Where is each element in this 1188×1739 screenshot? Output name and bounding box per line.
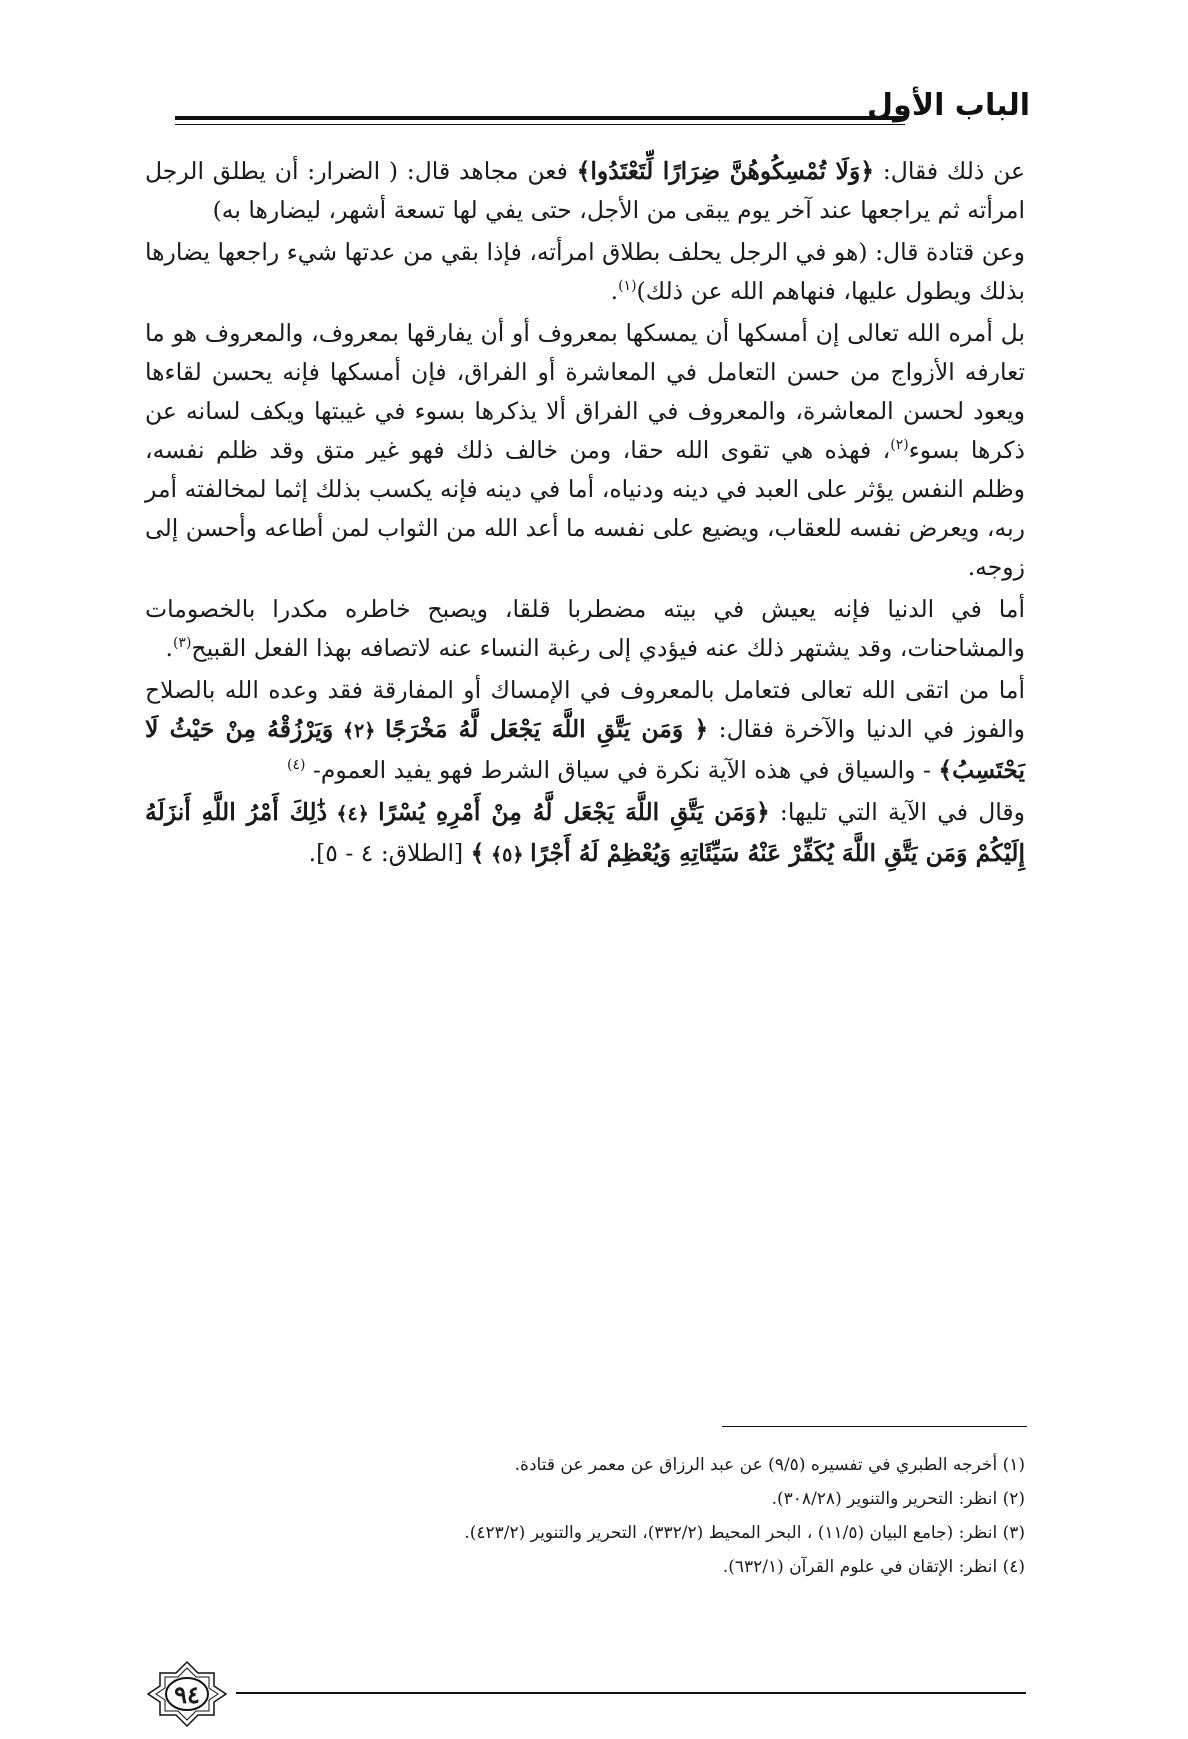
footnote-1: (١) أخرجه الطبري في تفسيره (٩/٥) عن عبد الرزاق عن معمر عن قتادة. [514, 1455, 1025, 1475]
text: وعن قتادة قال: (هو في الرجل يحلف بطلاق امرأته، فإذا بقي من عدتها شيء راجعها يضارها بذلك ويطول عليها، فنهاهم الله عن ذلك) [145, 238, 1025, 305]
footnote-ref-1[interactable]: (١) [618, 278, 637, 295]
text: - والسياق في هذه الآية نكرة في سياق الشرط فهو يفيد العموم- [305, 756, 939, 784]
text: بل أمره الله تعالى إن أمسكها أن يمسكها بمعروف أو أن يفارقها بمعروف، والمعروف هو ما تعارفه الأزواج من حسن التعامل في المعاشرة أو الفراق، فإن أمسكها فإنه يحسن لقاءها ويعود لحسن المعاشرة، والمعروف في الفراق ألا يذكرها بسوء في غيبتها ويكف لسانه عن ذكرها بسوء [145, 319, 1025, 464]
footnote-4: (٤) انظر: الإتقان في علوم القرآن (٦٣٢/١). [722, 1557, 1025, 1577]
page-number-ornament [146, 1660, 228, 1728]
ayah-number-marker: ﴿٢﴾ [333, 720, 386, 742]
text: عن ذلك فقال: [874, 157, 1026, 185]
text: فعن مجاهد قال: ( الضرار: أن يطلق الرجل امرأته ثم يراجعها عند آخر يوم يبقى من الأجل، حتى يفي لها تسعة أشهر، ليضارها به) [145, 157, 1025, 224]
main-text [145, 152, 1025, 878]
text: . [165, 634, 173, 662]
text: أما من اتقى الله تعالى فتعامل بالمعروف في الإمساك أو المفارقة فقد وعده الله بالصلاح والفوز في الدنيا والآخرة فقال: [145, 676, 1026, 743]
chapter-title: الباب الأول [867, 88, 1030, 123]
quran-verse: ﴿وَلَا تُمْسِكُوهُنَّ ضِرَارًا لِّتَعْتَدُوا﴾ [576, 157, 875, 185]
quran-verse: ﴿وَمَن يَتَّقِ اللَّهَ يَجْعَل لَّهُ مِنْ أَمْرِهِ يُسْرًا [378, 798, 770, 826]
paragraph-3 [145, 314, 1025, 587]
footnote-ref-4[interactable]: (٤) [286, 757, 306, 774]
quran-verse: ﴿ وَمَن يَتَّقِ اللَّهَ يَجْعَل لَّهُ مَخْرَجًا [385, 715, 709, 743]
paragraph-5 [145, 671, 1025, 790]
paragraph-1 [145, 152, 1025, 230]
text: وقال في الآية التي تليها: [769, 798, 1026, 826]
footer-rule [236, 1692, 1026, 1694]
footnotes [145, 1448, 1025, 1584]
text: ، فهذه هي تقوى الله حقا، ومن خالف ذلك فهو غير متق وقد ظلم نفسه، وظلم النفس يؤثر على العبد في دينه ودنياه، أما في دينه فإنه يكسب بذلك إثما لمخالفته أمر ربه، ويعرض نفسه للعقاب، ويضيع على نفسه ما أعد الله من الثواب لمن أطاعه وأحسن إلى زوجه. [145, 436, 1025, 581]
paragraph-2 [145, 233, 1025, 311]
text: . [610, 277, 619, 305]
footnote-ref-3[interactable]: (٣) [172, 635, 192, 652]
quran-verse: ذَٰلِكَ أَمْرُ اللَّهِ أَنزَلَهُ إِلَيْكُمْ وَمَن يَتَّقِ اللَّهَ يُكَفِّرْ عَنْهُ سَيِّئَاتِهِ وَيُعْظِمْ لَهُ أَجْرًا [145, 798, 1025, 867]
footnote-ref-2[interactable]: (٢) [890, 437, 909, 454]
ayah-number-marker: ﴿٥﴾ [484, 844, 531, 866]
footnote-3: (٣) انظر: (جامع البيان (١١/٥) ، البحر المحيط (٣٣٢/٢)، التحرير والتنوير (٤٢٣/٢). [464, 1523, 1025, 1543]
paragraph-6 [145, 793, 1025, 875]
header-rule-thick [175, 116, 905, 120]
surah-reference: [الطلاق: ٤ - ٥]. [308, 839, 471, 867]
ayah-number-marker: ﴿٤﴾ [327, 803, 379, 825]
text: أما في الدنيا فإنه يعيش في بيته مضطربا قلقا، ويصبح خاطره مكدرا بالخصومات والمشاحنات، وقد يشتهر ذلك عنه فيؤدي إلى رغبة النساء عنه لاتصافه بهذا الفعل القبيح [145, 595, 1025, 662]
page-number: ٩٤ [174, 1680, 200, 1709]
paragraph-4 [145, 590, 1025, 668]
footnote-2: (٢) انظر: التحرير والتنوير (٣٠٨/٢٨). [771, 1489, 1025, 1509]
quran-verse: وَيَرْزُقْهُ مِنْ حَيْثُ لَا يَحْتَسِبُ﴾ [145, 715, 1025, 784]
running-header [175, 86, 1030, 136]
footnote-separator [722, 1426, 1027, 1427]
quran-verse-end: ﴾ [470, 839, 485, 867]
header-rule-thin [175, 124, 905, 125]
